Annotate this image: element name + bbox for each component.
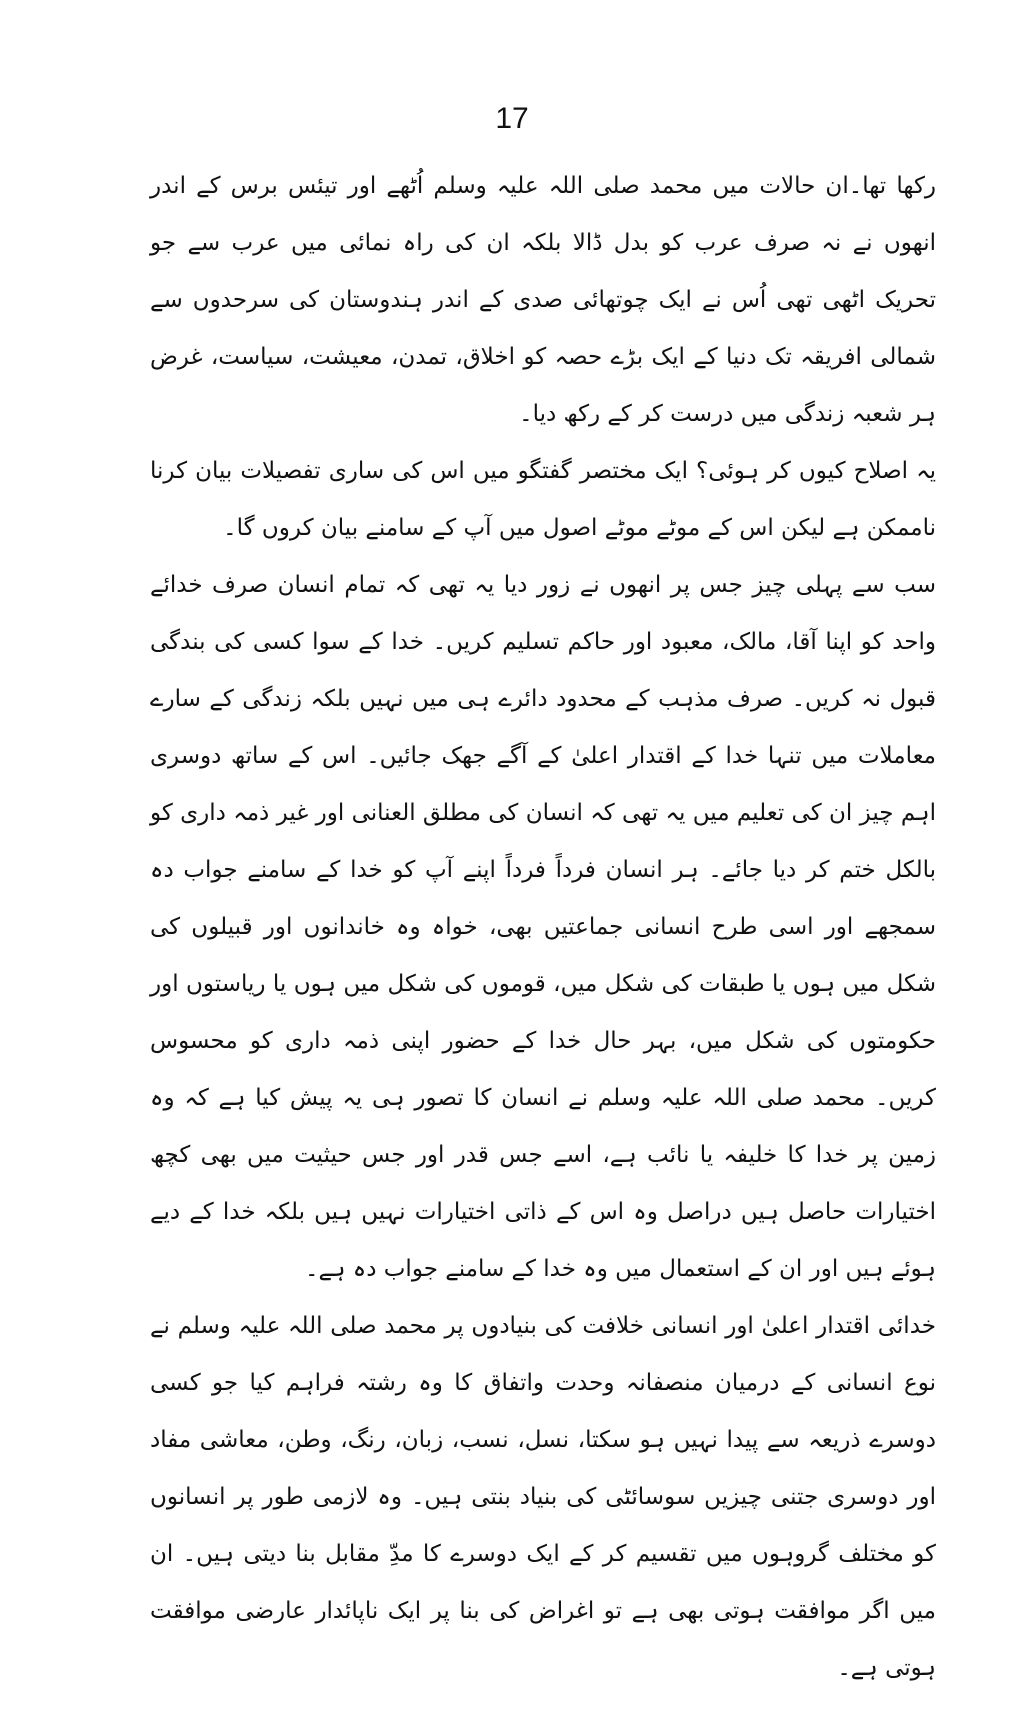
- page-number: 17: [495, 102, 529, 135]
- page-body: [150, 158, 936, 1697]
- paragraph-3: سب سے پہلی چیز جس پر انھوں نے زور دیا یہ تھی کہ تمام انسان صرف خدائے واحد کو اپنا آقا، مالک، معبود اور حاکم تسلیم کریں۔ خدا کے سوا کسی کی بندگی قبول نہ کریں۔ صرف مذہب کے محدود دائرے ہی میں نہیں بلکہ زندگی کے سارے معاملات میں تنہا خدا کے اقتدار اعلیٰ کے آگے جھک جائیں۔ اس کے ساتھ دوسری اہم چیز ان کی تعلیم میں یہ تھی کہ انسان کی مطلق العنانی اور غیر ذمہ داری کو بالکل ختم کر دیا جائے۔ ہر انسان فرداً فرداً اپنے آپ کو خدا کے سامنے جواب دہ سمجھے اور اسی طرح انسانی جماعتیں بھی، خواہ وہ خاندانوں اور قبیلوں کی شکل میں ہوں یا طبقات کی شکل میں، قوموں کی شکل میں ہوں یا ریاستوں اور حکومتوں کی شکل میں، بہر حال خدا کے حضور اپنی ذمہ داری کو محسوس کریں۔ محمد صلی اللہ علیہ وسلم نے انسان کا تصور ہی یہ پیش کیا ہے کہ وہ زمین پر خدا کا خلیفہ یا نائب ہے، اسے جس قدر اور جس حیثیت میں بھی کچھ اختیارات حاصل ہیں دراصل وہ اس کے ذاتی اختیارات نہیں ہیں بلکہ خدا کے دیے ہوئے ہیں اور ان کے استعمال میں وہ خدا کے سامنے جواب دہ ہے۔: [150, 572, 936, 1282]
- paragraph-2: یہ اصلاح کیوں کر ہوئی؟ ایک مختصر گفتگو میں اس کی ساری تفصیلات بیان کرنا ناممکن ہے لیکن اس کے موٹے موٹے اصول میں آپ کے سامنے بیان کروں گا۔: [150, 458, 936, 541]
- paragraph-4: خدائی اقتدار اعلیٰ اور انسانی خلافت کی بنیادوں پر محمد صلی اللہ علیہ وسلم نے نوع انسانی کے درمیان منصفانہ وحدت واتفاق کا وہ رشتہ فراہم کیا جو کسی دوسرے ذریعہ سے پیدا نہیں ہو سکتا، نسل، نسب، زبان، رنگ، وطن، معاشی مفاد اور دوسری جتنی چیزیں سوسائٹی کی بنیاد بنتی ہیں۔ وہ لازمی طور پر انسانوں کو مختلف گروہوں میں تقسیم کر کے ایک دوسرے کا مدِّ مقابل بنا دیتی ہیں۔ ان میں اگر موافقت ہوتی بھی ہے تو اغراض کی بنا پر ایک ناپائدار عارضی موافقت ہوتی ہے۔: [150, 1313, 936, 1681]
- paragraph-1: رکھا تھا۔ان حالات میں محمد صلی اللہ علیہ وسلم اُٹھے اور تیئس برس کے اندر انھوں نے نہ صرف عرب کو بدل ڈالا بلکہ ان کی راہ نمائی میں عرب سے جو تحریک اٹھی تھی اُس نے ایک چوتھائی صدی کے اندر ہندوستان کی سرحدوں سے شمالی افریقہ تک دنیا کے ایک بڑے حصہ کو اخلاق، تمدن، معیشت، سیاست، غرض ہر شعبہ زندگی میں درست کر کے رکھ دیا۔: [150, 173, 936, 427]
